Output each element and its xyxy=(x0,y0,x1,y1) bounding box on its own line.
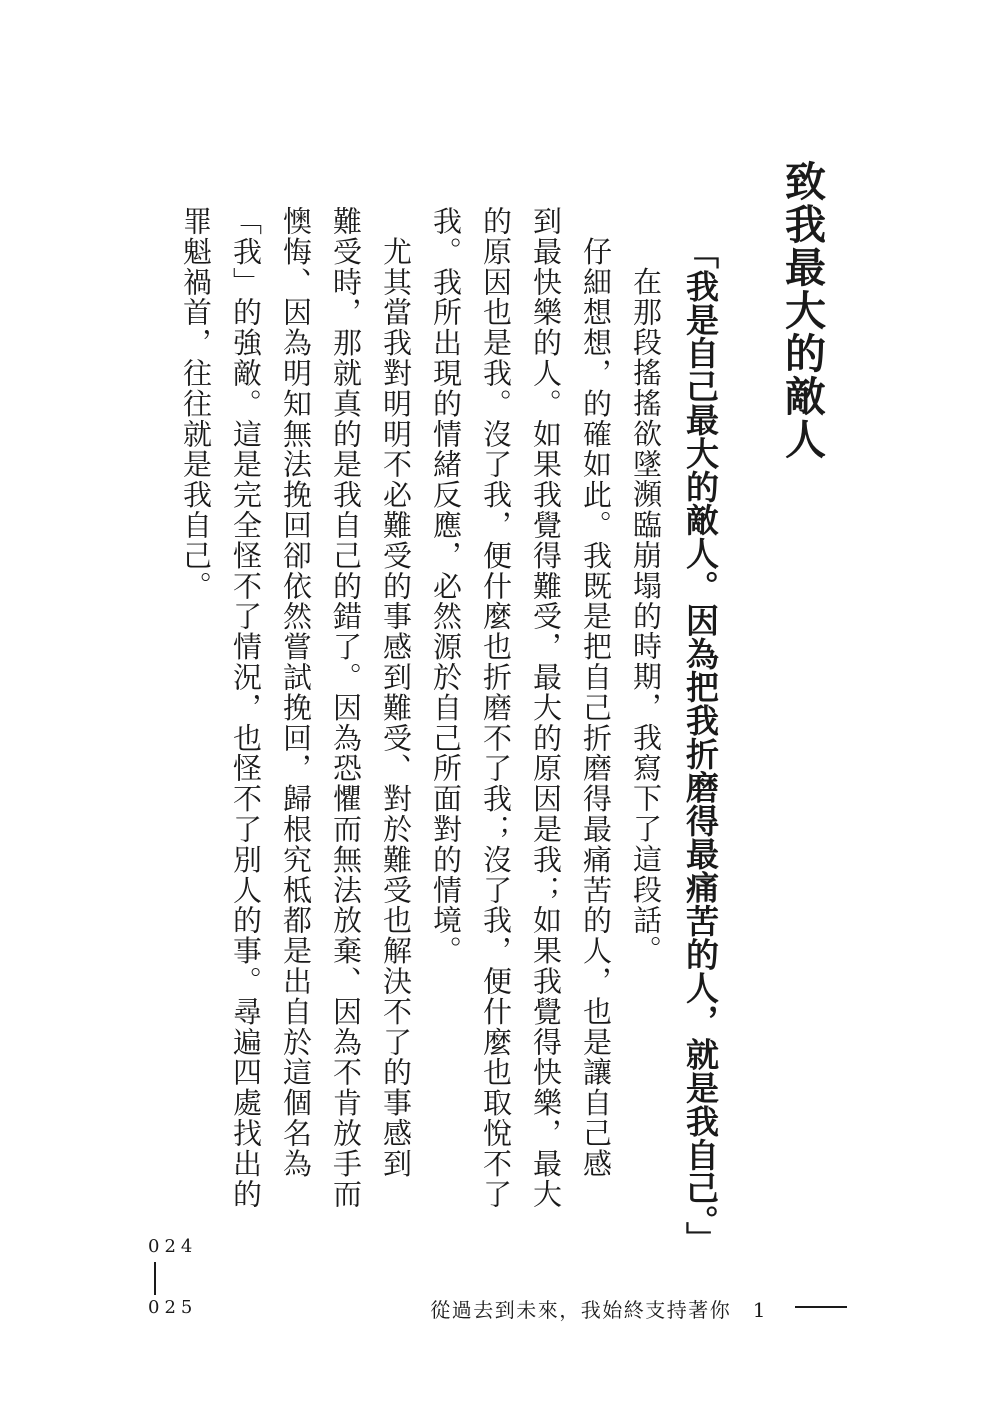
body-line-1: 在那段搖搖欲墜瀕臨崩塌的時期，我寫下了這段話。 xyxy=(629,236,663,966)
page-number-left: 024 xyxy=(148,1236,198,1257)
body-line-9: 「我」的強敵。這是完全怪不了情況，也怪不了別人的事。尋遍四處找出的 xyxy=(229,206,263,1210)
pull-quote: 「我是自己最大的敵人。因為把我折磨得最痛苦的人，就是我自己。」 xyxy=(681,236,720,1255)
body-line-8: 懊悔、因為明知無法挽回卻依然嘗試挽回，歸根究柢都是出自於這個名為 xyxy=(279,206,313,1179)
body-line-4: 的原因也是我。沒了我，便什麼也折磨不了我；沒了我，便什麼也取悅不了 xyxy=(479,206,513,1210)
body-line-10: 罪魁禍首，往往就是我自己。 xyxy=(179,206,213,602)
body-line-5: 我。我所出現的情緒反應，必然源於自己所面對的情境。 xyxy=(429,206,463,966)
running-title: 從過去到未來，我始終支持著你 1 xyxy=(430,1298,767,1322)
body-line-3: 到最快樂的人。如果我覺得難受，最大的原因是我；如果我覺得快樂，最大 xyxy=(529,206,563,1210)
page-number-right: 025 xyxy=(148,1297,198,1318)
body-line-6: 尤其當我對明明不必難受的事感到難受、對於難受也解決不了的事感到 xyxy=(379,206,413,1179)
chapter-title: 致我最大的敵人 xyxy=(778,160,826,461)
page-number-separator xyxy=(154,1262,156,1295)
body-line-2: 仔細想想，的確如此。我既是把自己折磨得最痛苦的人，也是讓自己感 xyxy=(579,206,613,1179)
body-line-7: 難受時，那就真的是我自己的錯了。因為恐懼而無法放棄、因為不肯放手而 xyxy=(329,206,363,1210)
running-title-rule xyxy=(795,1306,847,1308)
